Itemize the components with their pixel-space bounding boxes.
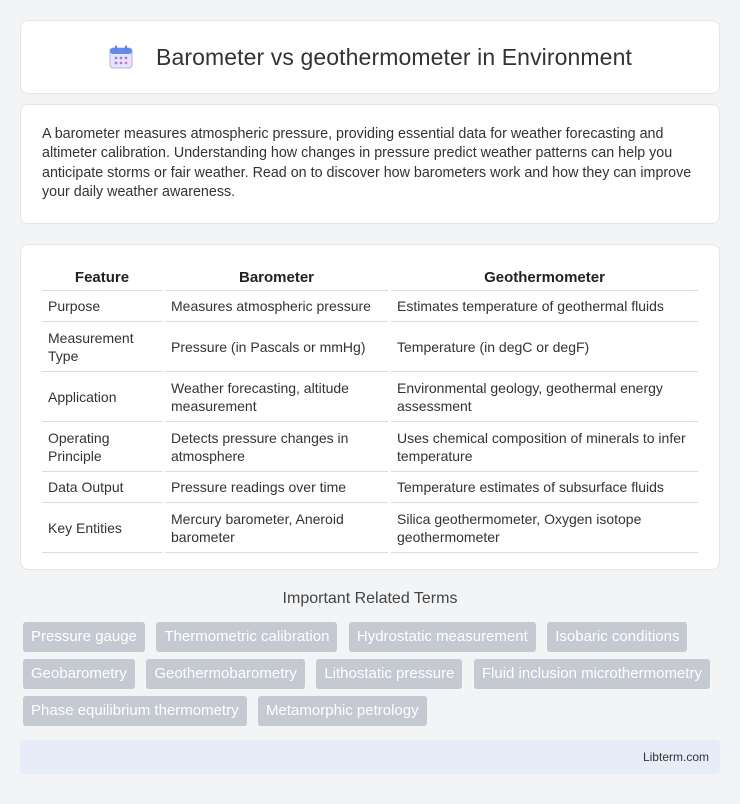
column-header: Barometer (165, 265, 388, 291)
related-terms-title: Important Related Terms (282, 590, 458, 607)
table-cell: Uses chemical composition of minerals to infer temperature (391, 422, 698, 472)
related-term-tag[interactable]: Hydrostatic measurement (349, 622, 536, 652)
related-term-tag[interactable]: Fluid inclusion microthermometry (474, 659, 710, 689)
table-cell: Application (42, 372, 162, 422)
table-cell: Weather forecasting, altitude measurement (165, 372, 388, 422)
table-row (42, 422, 698, 472)
related-term-tag[interactable]: Isobaric conditions (547, 622, 687, 652)
table-header-row (42, 265, 698, 291)
table-cell: Purpose (42, 291, 162, 322)
table-row (42, 291, 698, 322)
related-term-tag[interactable]: Geobarometry (23, 659, 135, 689)
table-cell: Key Entities (42, 503, 162, 553)
comparison-table (39, 265, 701, 553)
table-cell: Environmental geology, geothermal energy assessment (391, 372, 698, 422)
intro-text: A barometer measures atmospheric pressure, providing essential data for weather forecasting and altimeter calibration. Understanding how changes in pressure predict weather patterns can help you anticipate storms or fair weather. Read on to discover how barometers work and how they can improve your daily weather awareness. (42, 126, 692, 201)
related-terms-list (23, 622, 723, 733)
comparison-table-card (20, 244, 720, 570)
related-term-tag[interactable]: Thermometric calibration (156, 622, 337, 652)
table-row (42, 472, 698, 503)
table-cell: Operating Principle (42, 422, 162, 472)
table-cell: Mercury barometer, Aneroid barometer (165, 503, 388, 553)
related-term-tag[interactable]: Lithostatic pressure (316, 659, 462, 689)
table-cell: Temperature estimates of subsurface fluids (391, 472, 698, 503)
table-cell: Measures atmospheric pressure (165, 291, 388, 322)
table-cell: Detects pressure changes in atmosphere (165, 422, 388, 472)
table-cell: Pressure (in Pascals or mmHg) (165, 322, 388, 372)
footer-site-link[interactable]: Libterm.com (642, 750, 709, 764)
related-term-tag[interactable]: Pressure gauge (23, 622, 145, 652)
related-term-tag[interactable]: Metamorphic petrology (258, 696, 427, 726)
intro-card (20, 104, 720, 224)
table-cell: Estimates temperature of geothermal fluids (391, 291, 698, 322)
column-header: Geothermometer (391, 265, 698, 291)
table-row (42, 322, 698, 372)
table-cell: Data Output (42, 472, 162, 503)
table-cell: Measurement Type (42, 322, 162, 372)
table-row (42, 503, 698, 553)
table-cell: Silica geothermometer, Oxygen isotope geothermometer (391, 503, 698, 553)
table-cell: Temperature (in degC or degF) (391, 322, 698, 372)
table-cell: Pressure readings over time (165, 472, 388, 503)
footer (20, 740, 720, 774)
page-title: Barometer vs geothermometer in Environment (156, 43, 632, 70)
calendar-icon (108, 44, 134, 70)
related-term-tag[interactable]: Phase equilibrium thermometry (23, 696, 247, 726)
table-row (42, 372, 698, 422)
column-header: Feature (42, 265, 162, 291)
header-card (20, 20, 720, 94)
related-term-tag[interactable]: Geothermobarometry (146, 659, 305, 689)
